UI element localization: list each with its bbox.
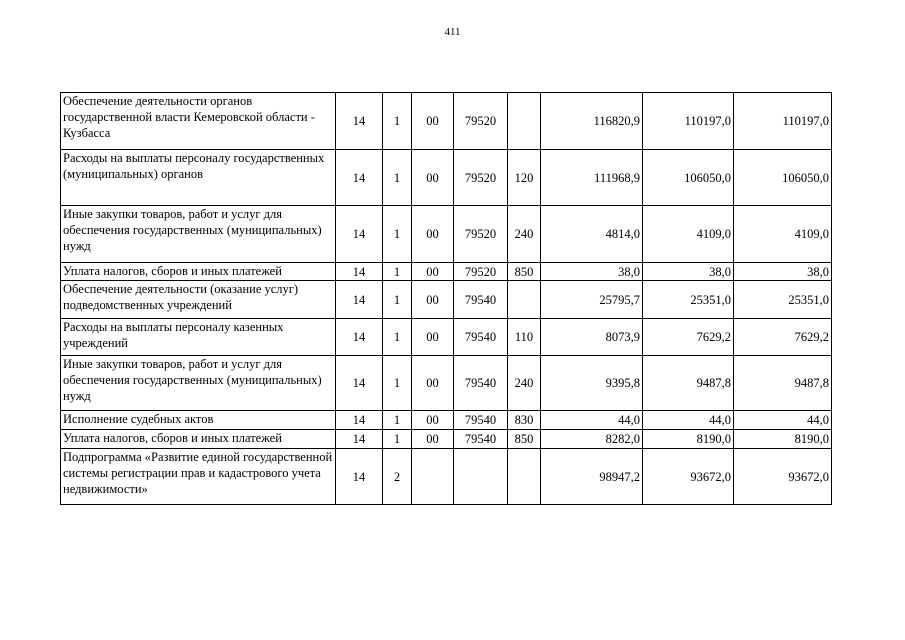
amount-year-2: 4109,0 [643,206,734,263]
table-row [61,206,832,263]
table-row [61,281,832,319]
direction-code: 79540 [454,430,508,449]
table-row [61,356,832,411]
amount-year-2: 110197,0 [643,93,734,150]
amount-year-1: 4814,0 [541,206,643,263]
direction-code: 79540 [454,356,508,411]
direction-code: 79520 [454,263,508,281]
expense-type-code: 830 [508,411,541,430]
amount-year-1: 25795,7 [541,281,643,319]
direction-code: 79540 [454,411,508,430]
row-name: Уплата налогов, сборов и иных платежей [61,263,336,281]
amount-year-3: 8190,0 [734,430,832,449]
direction-code: 79540 [454,319,508,356]
ministry-code: 14 [336,449,383,505]
main-event-code: 00 [412,281,454,319]
main-event-code [412,449,454,505]
direction-code: 79520 [454,93,508,150]
main-event-code: 00 [412,411,454,430]
ministry-code: 14 [336,206,383,263]
expense-type-code: 850 [508,430,541,449]
page-number: 411 [444,26,461,38]
ministry-code: 14 [336,319,383,356]
amount-year-1: 38,0 [541,263,643,281]
amount-year-3: 4109,0 [734,206,832,263]
amount-year-2: 38,0 [643,263,734,281]
direction-code [454,449,508,505]
row-name: Уплата налогов, сборов и иных платежей [61,430,336,449]
ministry-code: 14 [336,150,383,206]
ministry-code: 14 [336,411,383,430]
amount-year-2: 8190,0 [643,430,734,449]
subprogram-code: 1 [383,263,412,281]
ministry-code: 14 [336,93,383,150]
subprogram-code: 1 [383,411,412,430]
subprogram-code: 1 [383,281,412,319]
table-row [61,430,832,449]
table-row [61,319,832,356]
row-name: Расходы на выплаты персоналу государственных (муниципальных) органов [61,150,336,206]
ministry-code: 14 [336,281,383,319]
direction-code: 79520 [454,150,508,206]
ministry-code: 14 [336,430,383,449]
amount-year-2: 25351,0 [643,281,734,319]
amount-year-3: 93672,0 [734,449,832,505]
table-row [61,150,832,206]
table-row [61,93,832,150]
table-row [61,263,832,281]
amount-year-3: 9487,8 [734,356,832,411]
amount-year-1: 98947,2 [541,449,643,505]
main-event-code: 00 [412,430,454,449]
expense-type-code: 110 [508,319,541,356]
subprogram-code: 1 [383,93,412,150]
amount-year-2: 7629,2 [643,319,734,356]
expense-type-code [508,449,541,505]
amount-year-1: 8073,9 [541,319,643,356]
table-row [61,411,832,430]
expense-type-code [508,281,541,319]
amount-year-3: 7629,2 [734,319,832,356]
amount-year-3: 110197,0 [734,93,832,150]
main-event-code: 00 [412,319,454,356]
row-name: Исполнение судебных актов [61,411,336,430]
row-name: Подпрограмма «Развитие единой государственной системы регистрации прав и кадастрового учета недвижимости» [61,449,336,505]
amount-year-3: 44,0 [734,411,832,430]
subprogram-code: 1 [383,319,412,356]
row-name: Расходы на выплаты персоналу казенных учреждений [61,319,336,356]
expense-type-code: 850 [508,263,541,281]
expense-type-code [508,93,541,150]
amount-year-3: 106050,0 [734,150,832,206]
main-event-code: 00 [412,263,454,281]
row-name: Иные закупки товаров, работ и услуг для обеспечения государственных (муниципальных) нужд [61,206,336,263]
amount-year-2: 44,0 [643,411,734,430]
amount-year-1: 116820,9 [541,93,643,150]
amount-year-1: 44,0 [541,411,643,430]
subprogram-code: 1 [383,430,412,449]
table-row [61,449,832,505]
amount-year-1: 111968,9 [541,150,643,206]
subprogram-code: 1 [383,150,412,206]
subprogram-code: 2 [383,449,412,505]
row-name: Обеспечение деятельности органов государственной власти Кемеровской области - Кузбасса [61,93,336,150]
main-event-code: 00 [412,93,454,150]
amount-year-2: 106050,0 [643,150,734,206]
expense-type-code: 240 [508,356,541,411]
subprogram-code: 1 [383,206,412,263]
amount-year-2: 9487,8 [643,356,734,411]
amount-year-1: 9395,8 [541,356,643,411]
main-event-code: 00 [412,150,454,206]
budget-table [60,92,832,505]
expense-type-code: 120 [508,150,541,206]
direction-code: 79520 [454,206,508,263]
direction-code: 79540 [454,281,508,319]
ministry-code: 14 [336,356,383,411]
amount-year-1: 8282,0 [541,430,643,449]
row-name: Иные закупки товаров, работ и услуг для обеспечения государственных (муниципальных) нужд [61,356,336,411]
subprogram-code: 1 [383,356,412,411]
expense-type-code: 240 [508,206,541,263]
row-name: Обеспечение деятельности (оказание услуг) подведомственных учреждений [61,281,336,319]
main-event-code: 00 [412,356,454,411]
main-event-code: 00 [412,206,454,263]
amount-year-3: 38,0 [734,263,832,281]
ministry-code: 14 [336,263,383,281]
amount-year-2: 93672,0 [643,449,734,505]
amount-year-3: 25351,0 [734,281,832,319]
